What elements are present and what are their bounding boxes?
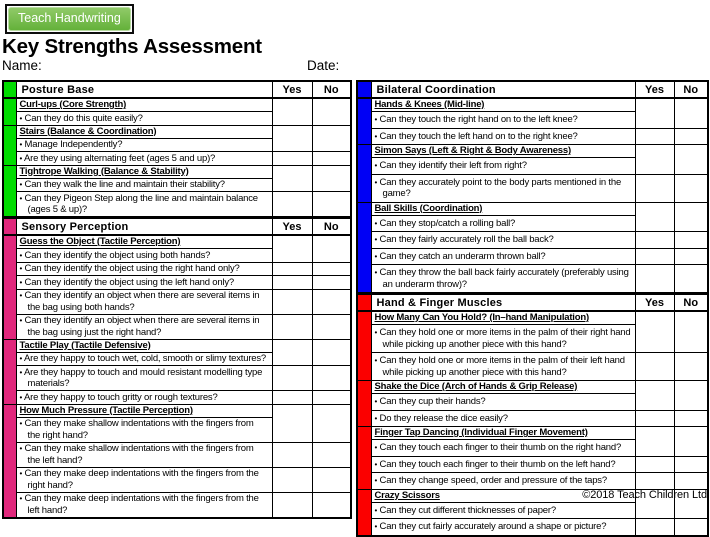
- question-cell: [371, 394, 635, 411]
- yes-checkbox-cell[interactable]: [272, 262, 312, 276]
- no-checkbox-cell[interactable]: [674, 174, 708, 202]
- section-color-bar: [357, 81, 371, 98]
- question-row: [3, 276, 351, 290]
- question-row: [357, 519, 708, 536]
- group-heading-row: [3, 404, 351, 417]
- group-color-bar: [3, 339, 16, 404]
- question-text: • Can they change speed, order and pressure of the taps?: [374, 475, 607, 486]
- no-checkbox-cell[interactable]: [674, 473, 708, 490]
- group-heading-row: [357, 427, 708, 440]
- no-checkbox-cell[interactable]: [312, 235, 351, 262]
- section-color-bar: [357, 294, 371, 311]
- question-cell: [16, 192, 272, 218]
- yes-checkbox-cell[interactable]: [635, 265, 674, 294]
- section-header-row: [3, 81, 351, 98]
- group-color-bar: [357, 202, 371, 293]
- group-heading: Shake the Dice (Arch of Hands & Grip Release): [371, 381, 635, 394]
- question-cell: [371, 440, 635, 457]
- question-cell: [371, 325, 635, 353]
- bullet-icon: •: [19, 250, 23, 260]
- question-text: • Can they throw the ball back fairly accurately (preferably using an underarm throw)?: [374, 267, 629, 290]
- group-color-bar: [357, 98, 371, 145]
- no-checkbox-cell[interactable]: [674, 265, 708, 294]
- group-heading-row: [3, 98, 351, 112]
- section-header-row: [357, 81, 708, 98]
- no-checkbox-cell[interactable]: [312, 276, 351, 290]
- bullet-icon: •: [374, 177, 378, 187]
- section-sensory-perception: [2, 217, 352, 519]
- bullet-icon: •: [19, 113, 23, 123]
- question-text: • Can they touch each finger to their thumb on the right hand?: [374, 442, 622, 453]
- question-cell: [16, 314, 272, 339]
- group-heading: Simon Says (Left & Right & Body Awareness): [371, 145, 635, 158]
- group-heading-row: [3, 235, 351, 249]
- group-heading-row: [3, 339, 351, 352]
- question-text: • Can they stop/catch a rolling ball?: [374, 217, 516, 229]
- bullet-icon: •: [374, 459, 378, 469]
- bullet-icon: •: [374, 218, 378, 228]
- yes-checkbox-cell[interactable]: [272, 339, 312, 366]
- bullet-icon: •: [19, 193, 23, 203]
- no-column-header: No: [312, 218, 351, 235]
- question-text: • Can they hold one or more items in the palm of their left hand while picking up another piece with this hand?: [374, 355, 625, 378]
- section-header-row: [357, 294, 708, 311]
- no-checkbox-cell[interactable]: [674, 311, 708, 353]
- group-heading: Hands & Knees (Mid-line): [371, 98, 635, 112]
- group-color-bar: [357, 489, 371, 536]
- yes-column-header: Yes: [635, 81, 674, 98]
- yes-checkbox-cell[interactable]: [272, 442, 312, 467]
- bullet-icon: •: [374, 356, 378, 365]
- yes-checkbox-cell[interactable]: [272, 366, 312, 391]
- question-cell: [16, 417, 272, 442]
- question-cell: [371, 410, 635, 427]
- question-text: • Can they hold one or more items in the palm of their right hand while picking up another piece with this hand?: [374, 327, 631, 350]
- no-checkbox-cell[interactable]: [312, 152, 351, 166]
- group-heading-row: [357, 98, 708, 112]
- question-text: • Can they identify an object when there are several items in the bag using just the right hand?: [19, 315, 260, 338]
- yes-checkbox-cell[interactable]: [635, 311, 674, 353]
- group-heading-row: [357, 311, 708, 325]
- question-text: • Are they happy to touch wet, cold, smooth or slimy textures?: [19, 353, 267, 364]
- question-row: [357, 456, 708, 473]
- group-heading-row: [357, 202, 708, 215]
- no-checkbox-cell[interactable]: [312, 262, 351, 276]
- bullet-icon: •: [374, 268, 378, 277]
- group-color-bar: [357, 427, 371, 490]
- bullet-icon: •: [19, 140, 23, 149]
- question-cell: [16, 152, 272, 166]
- question-text: • Can they identify an object when there are several items in the bag using both hands?: [19, 290, 260, 313]
- question-row: [3, 467, 351, 492]
- question-text: • Can they touch each finger to their thumb on the left hand?: [374, 458, 616, 470]
- bullet-icon: •: [19, 392, 23, 402]
- group-heading: Curl-ups (Core Strength): [16, 98, 272, 112]
- question-text: • Can they touch the left hand on to the right knee?: [374, 130, 578, 142]
- question-text: • Can they catch an underarm thrown ball?: [374, 250, 546, 262]
- bullet-icon: •: [374, 235, 378, 244]
- question-text: • Can they cup their hands?: [374, 396, 486, 407]
- question-cell: [371, 158, 635, 175]
- no-checkbox-cell[interactable]: [674, 128, 708, 145]
- question-cell: [16, 138, 272, 152]
- question-row: [357, 128, 708, 145]
- question-cell: [371, 128, 635, 145]
- question-text: • Manage Independently?: [19, 139, 123, 150]
- no-checkbox-cell[interactable]: [312, 492, 351, 518]
- yes-checkbox-cell[interactable]: [635, 145, 674, 175]
- bullet-icon: •: [19, 469, 23, 478]
- section-title: Bilateral Coordination: [371, 81, 635, 98]
- group-heading: Crazy Scissors: [371, 489, 635, 502]
- yes-checkbox-cell[interactable]: [272, 152, 312, 166]
- group-color-bar: [357, 145, 371, 203]
- question-text: • Can they do this quite easily?: [19, 112, 143, 124]
- form-column-1: [2, 80, 352, 519]
- question-text: • Can they fairly accurately roll the ball back?: [374, 234, 554, 245]
- no-checkbox-cell[interactable]: [312, 339, 351, 366]
- group-heading: Tactile Play (Tactile Defensive): [16, 339, 272, 352]
- group-color-bar: [3, 404, 16, 518]
- name-field-label: Name:: [2, 58, 42, 73]
- teach-handwriting-logo-button[interactable]: Teach Handwriting: [8, 7, 131, 31]
- form-column-2: [356, 80, 709, 537]
- logo-frame: [5, 4, 134, 34]
- question-text: • Can they identify the object using both hands?: [19, 249, 211, 261]
- no-checkbox-cell[interactable]: [674, 353, 708, 381]
- yes-checkbox-cell[interactable]: [272, 391, 312, 405]
- group-heading: Tightrope Walking (Balance & Stability): [16, 165, 272, 178]
- yes-checkbox-cell[interactable]: [635, 519, 674, 536]
- yes-checkbox-cell[interactable]: [635, 473, 674, 490]
- question-row: [357, 174, 708, 202]
- question-cell: [16, 289, 272, 314]
- question-row: [357, 473, 708, 490]
- question-cell: [371, 232, 635, 249]
- no-checkbox-cell[interactable]: [674, 410, 708, 427]
- bullet-icon: •: [374, 413, 378, 423]
- question-text: • Can they Pigeon Step along the line and maintain balance (ages 5 & up)?: [19, 192, 258, 215]
- bullet-icon: •: [19, 419, 23, 428]
- question-cell: [16, 352, 272, 366]
- yes-checkbox-cell[interactable]: [635, 248, 674, 265]
- no-checkbox-cell[interactable]: [312, 125, 351, 152]
- no-checkbox-cell[interactable]: [674, 145, 708, 175]
- yes-checkbox-cell[interactable]: [272, 192, 312, 218]
- no-checkbox-cell[interactable]: [674, 456, 708, 473]
- yes-checkbox-cell[interactable]: [635, 456, 674, 473]
- question-text: • Can they cut fairly accurately around a shape or picture?: [374, 521, 607, 532]
- yes-checkbox-cell[interactable]: [272, 404, 312, 442]
- no-checkbox-cell[interactable]: [312, 289, 351, 314]
- yes-column-header: Yes: [635, 294, 674, 311]
- no-checkbox-cell[interactable]: [312, 404, 351, 442]
- question-text: • Can they make shallow indentations with the fingers from the left hand?: [19, 443, 254, 466]
- no-column-header: No: [674, 294, 708, 311]
- question-row: [3, 391, 351, 405]
- question-cell: [16, 442, 272, 467]
- question-cell: [371, 353, 635, 381]
- question-cell: [16, 276, 272, 290]
- question-row: [357, 353, 708, 381]
- no-checkbox-cell[interactable]: [312, 442, 351, 467]
- question-cell: [371, 215, 635, 232]
- no-checkbox-cell[interactable]: [312, 314, 351, 339]
- no-checkbox-cell[interactable]: [312, 165, 351, 192]
- question-cell: [16, 178, 272, 192]
- bullet-icon: •: [374, 522, 378, 531]
- question-row: [3, 492, 351, 518]
- question-cell: [16, 112, 272, 126]
- section-color-bar: [3, 81, 16, 98]
- question-text: • Can they make shallow indentations with the fingers from the right hand?: [19, 418, 254, 441]
- bullet-icon: •: [374, 251, 378, 261]
- section-posture-base: [2, 80, 352, 218]
- yes-checkbox-cell[interactable]: [272, 165, 312, 192]
- bullet-icon: •: [19, 277, 23, 287]
- question-text: • Are they happy to touch and mould resistant modelling type materials?: [19, 366, 263, 389]
- question-row: [3, 262, 351, 276]
- bullet-icon: •: [374, 161, 378, 170]
- group-heading-row: [357, 145, 708, 158]
- assessment-tables: [2, 80, 709, 537]
- question-cell: [371, 473, 635, 490]
- yes-checkbox-cell[interactable]: [272, 289, 312, 314]
- bullet-icon: •: [19, 367, 23, 377]
- group-heading: Guess the Object (Tactile Perception): [16, 235, 272, 249]
- no-checkbox-cell[interactable]: [674, 381, 708, 411]
- yes-column-header: Yes: [272, 218, 312, 235]
- question-cell: [371, 248, 635, 265]
- yes-checkbox-cell[interactable]: [635, 232, 674, 249]
- question-row: [3, 366, 351, 391]
- question-cell: [16, 492, 272, 518]
- question-cell: [16, 391, 272, 405]
- question-row: [357, 410, 708, 427]
- yes-checkbox-cell[interactable]: [635, 410, 674, 427]
- no-checkbox-cell[interactable]: [674, 232, 708, 249]
- question-cell: [16, 366, 272, 391]
- group-color-bar: [3, 125, 16, 165]
- bullet-icon: •: [19, 291, 23, 300]
- section-title: Sensory Perception: [16, 218, 272, 235]
- question-text: • Can they identify the object using the right hand only?: [19, 263, 240, 274]
- question-cell: [16, 249, 272, 263]
- group-heading-row: [3, 165, 351, 178]
- question-text: • Do they release the dice easily?: [374, 412, 508, 424]
- no-checkbox-cell[interactable]: [312, 391, 351, 405]
- yes-checkbox-cell[interactable]: [635, 128, 674, 145]
- bullet-icon: •: [374, 505, 378, 515]
- question-cell: [16, 467, 272, 492]
- no-checkbox-cell[interactable]: [674, 519, 708, 536]
- section-bilateral-coordination: [356, 80, 709, 294]
- no-column-header: No: [312, 81, 351, 98]
- group-color-bar: [357, 381, 371, 427]
- group-heading: How Many Can You Hold? (In–hand Manipulation): [371, 311, 635, 325]
- no-checkbox-cell[interactable]: [674, 202, 708, 232]
- group-color-bar: [357, 311, 371, 381]
- yes-checkbox-cell[interactable]: [272, 276, 312, 290]
- no-checkbox-cell[interactable]: [674, 427, 708, 457]
- question-row: [3, 289, 351, 314]
- yes-checkbox-cell[interactable]: [635, 174, 674, 202]
- question-row: [3, 442, 351, 467]
- yes-checkbox-cell[interactable]: [272, 314, 312, 339]
- yes-checkbox-cell[interactable]: [272, 125, 312, 152]
- no-checkbox-cell[interactable]: [312, 98, 351, 125]
- question-text: • Are they using alternating feet (ages 5 and up)?: [19, 152, 216, 164]
- page-title: Key Strengths Assessment: [2, 35, 262, 58]
- question-row: [3, 152, 351, 166]
- question-row: [3, 314, 351, 339]
- yes-checkbox-cell[interactable]: [272, 467, 312, 492]
- bullet-icon: •: [19, 264, 23, 273]
- group-heading: Finger Tap Dancing (Individual Finger Movement): [371, 427, 635, 440]
- yes-checkbox-cell[interactable]: [635, 381, 674, 411]
- question-text: • Can they cut different thicknesses of paper?: [374, 504, 556, 516]
- question-cell: [371, 265, 635, 294]
- no-checkbox-cell[interactable]: [312, 366, 351, 391]
- group-heading: Ball Skills (Coordination): [371, 202, 635, 215]
- bullet-icon: •: [19, 316, 23, 325]
- question-text: • Can they identify the object using the left hand only?: [19, 276, 234, 288]
- question-text: • Can they identify their left from right?: [374, 160, 527, 171]
- question-row: [357, 265, 708, 294]
- no-checkbox-cell[interactable]: [674, 248, 708, 265]
- question-text: • Are they happy to touch gritty or rough textures?: [19, 391, 218, 403]
- bullet-icon: •: [374, 397, 378, 406]
- group-heading-row: [357, 381, 708, 394]
- yes-checkbox-cell[interactable]: [635, 427, 674, 457]
- bullet-icon: •: [374, 476, 378, 485]
- question-cell: [16, 262, 272, 276]
- date-field-label: Date:: [307, 58, 340, 73]
- bullet-icon: •: [19, 153, 23, 163]
- group-color-bar: [3, 165, 16, 217]
- yes-checkbox-cell[interactable]: [272, 492, 312, 518]
- yes-checkbox-cell[interactable]: [635, 202, 674, 232]
- yes-checkbox-cell[interactable]: [272, 98, 312, 125]
- section-color-bar: [3, 218, 16, 235]
- group-heading-row: [3, 125, 351, 138]
- question-row: [3, 192, 351, 218]
- bullet-icon: •: [19, 180, 23, 189]
- question-row: [357, 248, 708, 265]
- yes-checkbox-cell[interactable]: [635, 98, 674, 128]
- bullet-icon: •: [19, 354, 23, 363]
- group-color-bar: [3, 235, 16, 339]
- group-color-bar: [3, 98, 16, 125]
- bullet-icon: •: [19, 444, 23, 453]
- question-cell: [371, 112, 635, 129]
- no-checkbox-cell[interactable]: [674, 98, 708, 128]
- section-title: Posture Base: [16, 81, 272, 98]
- question-cell: [371, 456, 635, 473]
- bullet-icon: •: [374, 443, 378, 452]
- question-text: • Can they walk the line and maintain their stability?: [19, 179, 225, 190]
- yes-checkbox-cell[interactable]: [635, 353, 674, 381]
- question-text: • Can they touch the right hand on to the left knee?: [374, 114, 578, 125]
- section-title: Hand & Finger Muscles: [371, 294, 635, 311]
- section-header-row: [3, 218, 351, 235]
- question-cell: [371, 519, 635, 536]
- question-text: • Can they make deep indentations with the fingers from the left hand?: [19, 493, 259, 516]
- bullet-icon: •: [374, 115, 378, 124]
- group-heading: How Much Pressure (Tactile Perception): [16, 404, 272, 417]
- no-checkbox-cell[interactable]: [312, 467, 351, 492]
- no-checkbox-cell[interactable]: [312, 192, 351, 218]
- bullet-icon: •: [374, 131, 378, 141]
- group-heading: Stairs (Balance & Coordination): [16, 125, 272, 138]
- question-row: [357, 232, 708, 249]
- yes-checkbox-cell[interactable]: [272, 235, 312, 262]
- bullet-icon: •: [19, 494, 23, 503]
- yes-column-header: Yes: [272, 81, 312, 98]
- question-cell: [371, 174, 635, 202]
- question-text: • Can they accurately point to the body parts mentioned in the game?: [374, 176, 622, 199]
- question-cell: [371, 502, 635, 519]
- bullet-icon: •: [374, 328, 378, 337]
- copyright-text: ©2018 Teach Children Ltd: [582, 489, 707, 501]
- no-column-header: No: [674, 81, 708, 98]
- question-text: • Can they make deep indentations with the fingers from the right hand?: [19, 468, 259, 491]
